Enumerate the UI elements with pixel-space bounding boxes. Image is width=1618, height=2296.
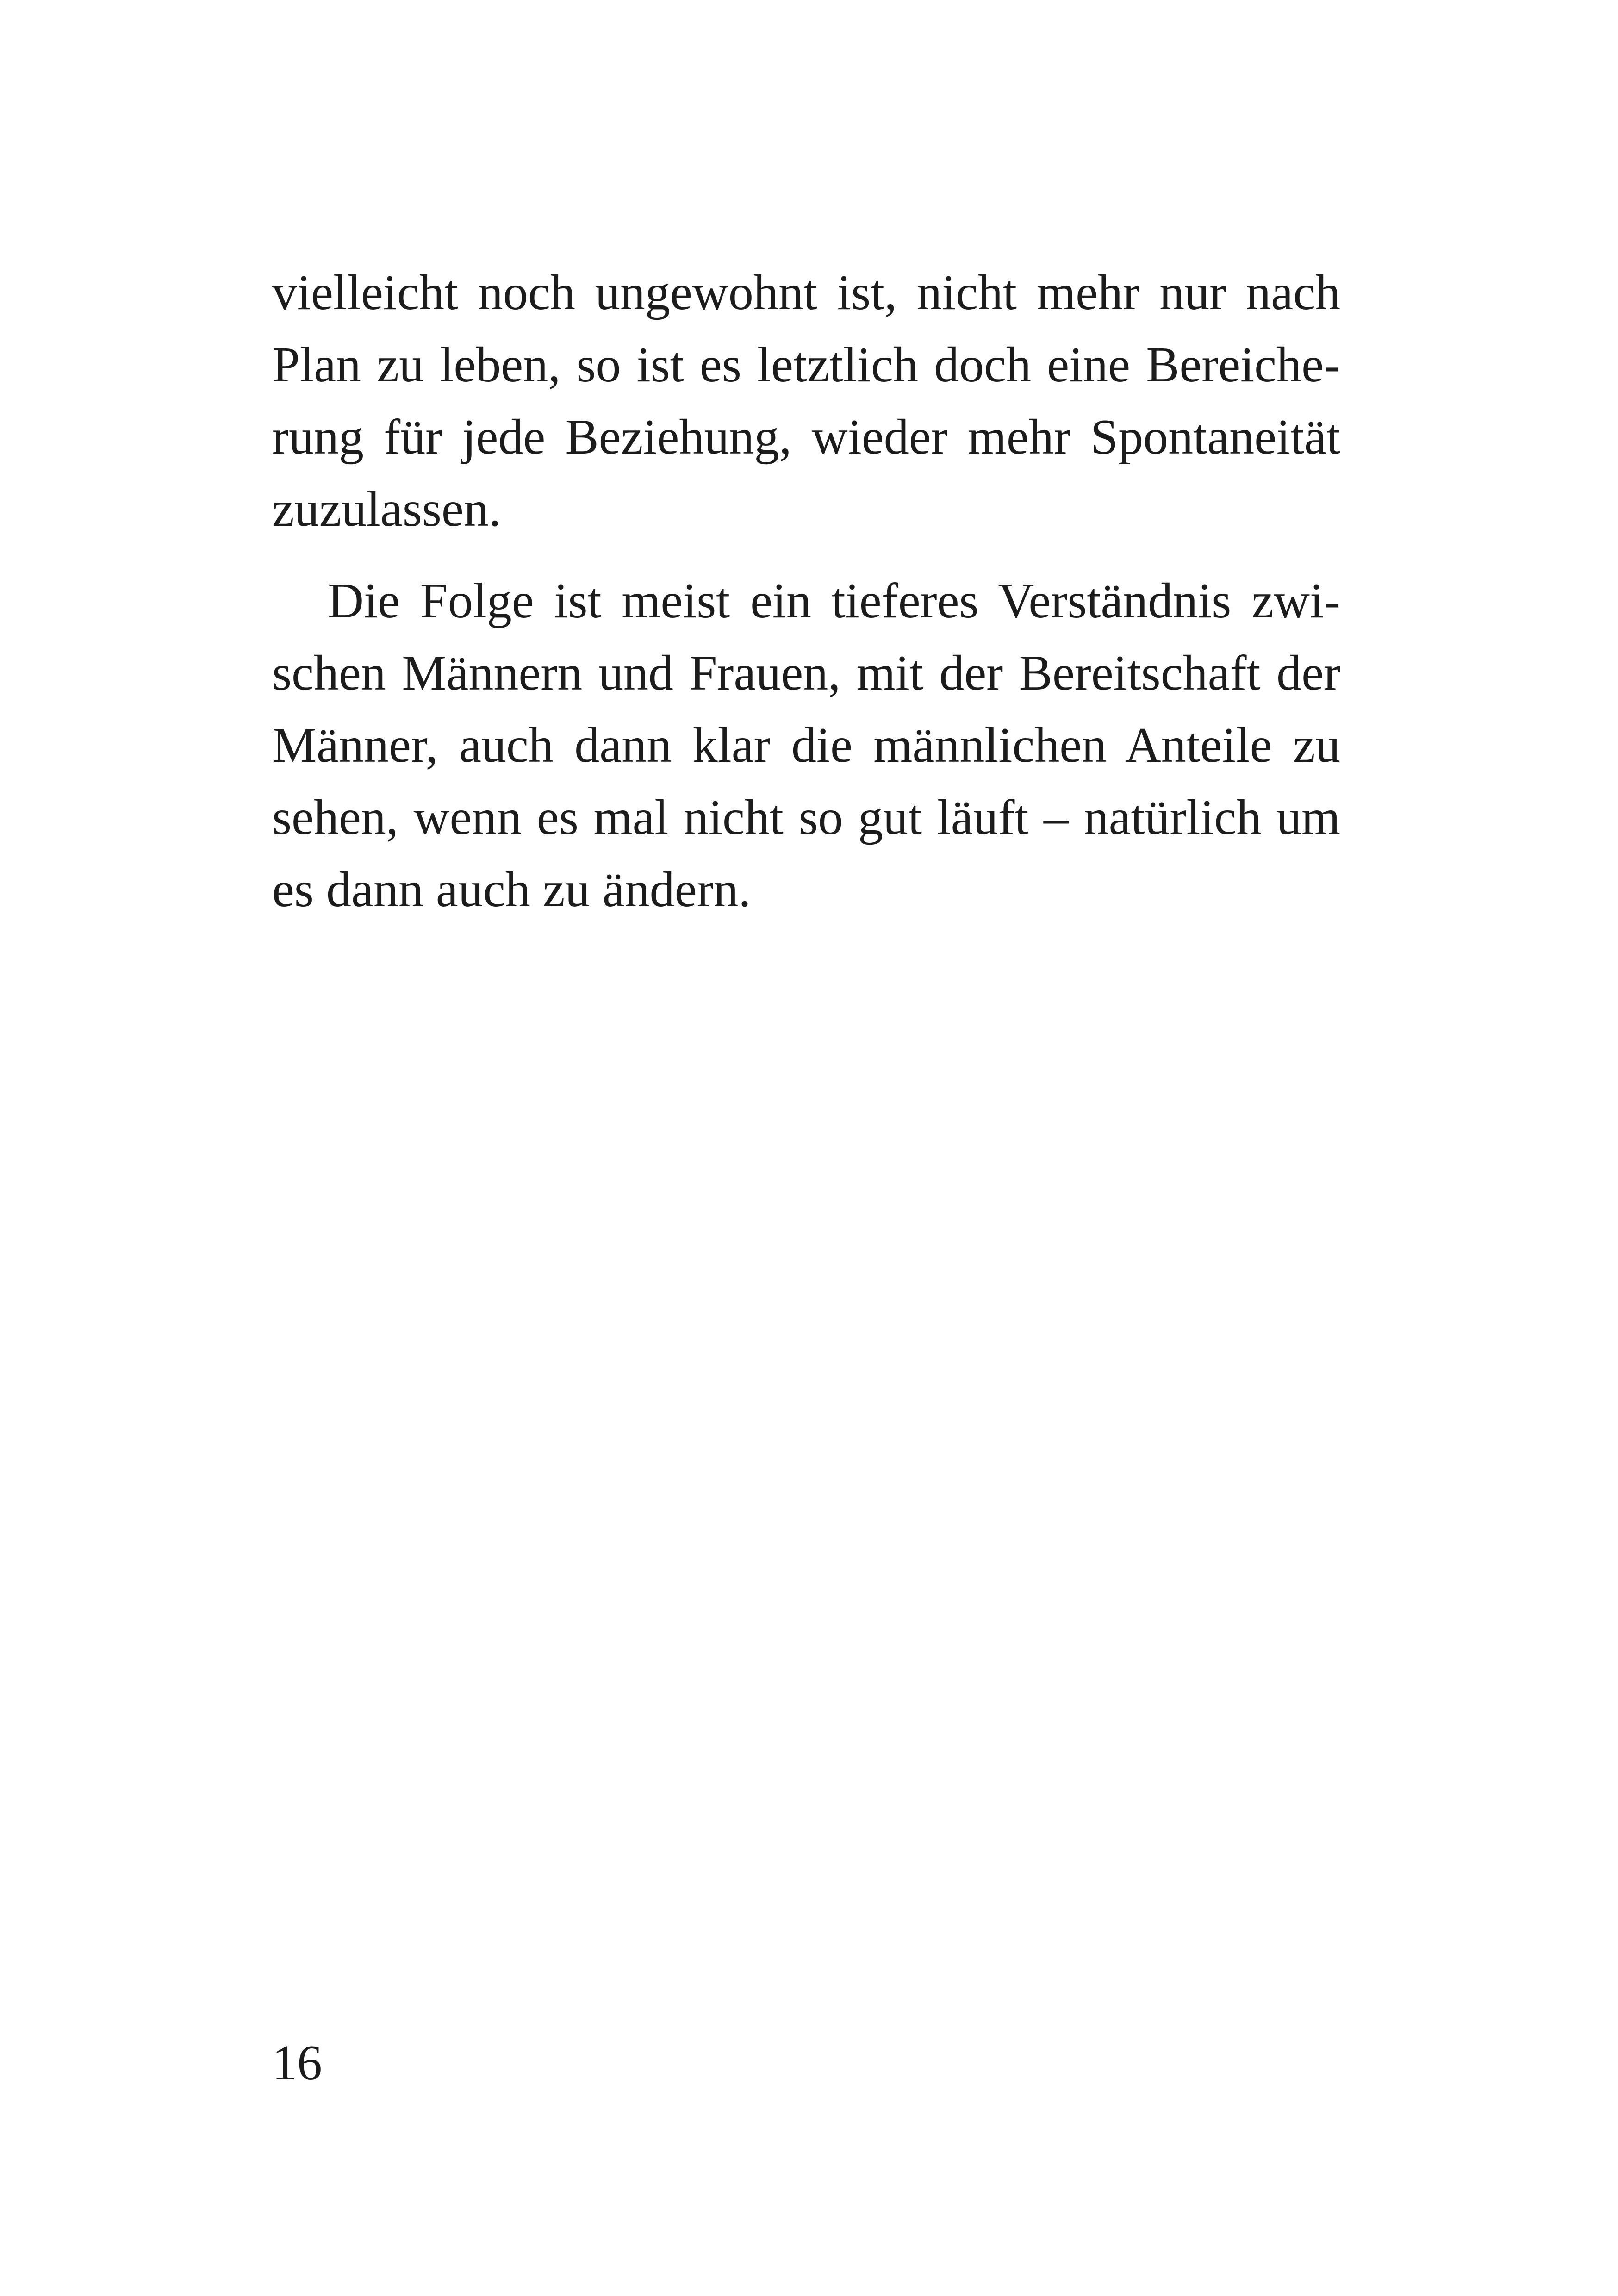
paragraph-2 bbox=[272, 565, 1340, 926]
text-line: vielleicht noch ungewohnt ist, nicht mehr nur nach bbox=[272, 265, 1340, 320]
text-line: zuzulassen. bbox=[272, 482, 501, 537]
text-line: rung für jede Beziehung, wieder mehr Spontaneität bbox=[272, 410, 1340, 465]
body-text bbox=[272, 257, 1340, 926]
paragraph-1 bbox=[272, 257, 1340, 546]
text-line: es dann auch zu ändern. bbox=[272, 862, 751, 917]
page-number: 16 bbox=[272, 2035, 322, 2091]
paragraph-spacing bbox=[272, 546, 1340, 565]
text-line: Die Folge ist meist ein tieferes Verständnis zwi- bbox=[328, 573, 1340, 628]
text-line: schen Männern und Frauen, mit der Bereitschaft der bbox=[272, 646, 1340, 701]
text-line: Plan zu leben, so ist es letztlich doch eine Bereiche- bbox=[272, 337, 1340, 392]
text-line: sehen, wenn es mal nicht so gut läuft – natürlich um bbox=[272, 790, 1340, 845]
text-line: Männer, auch dann klar die männlichen Anteile zu bbox=[272, 718, 1340, 773]
